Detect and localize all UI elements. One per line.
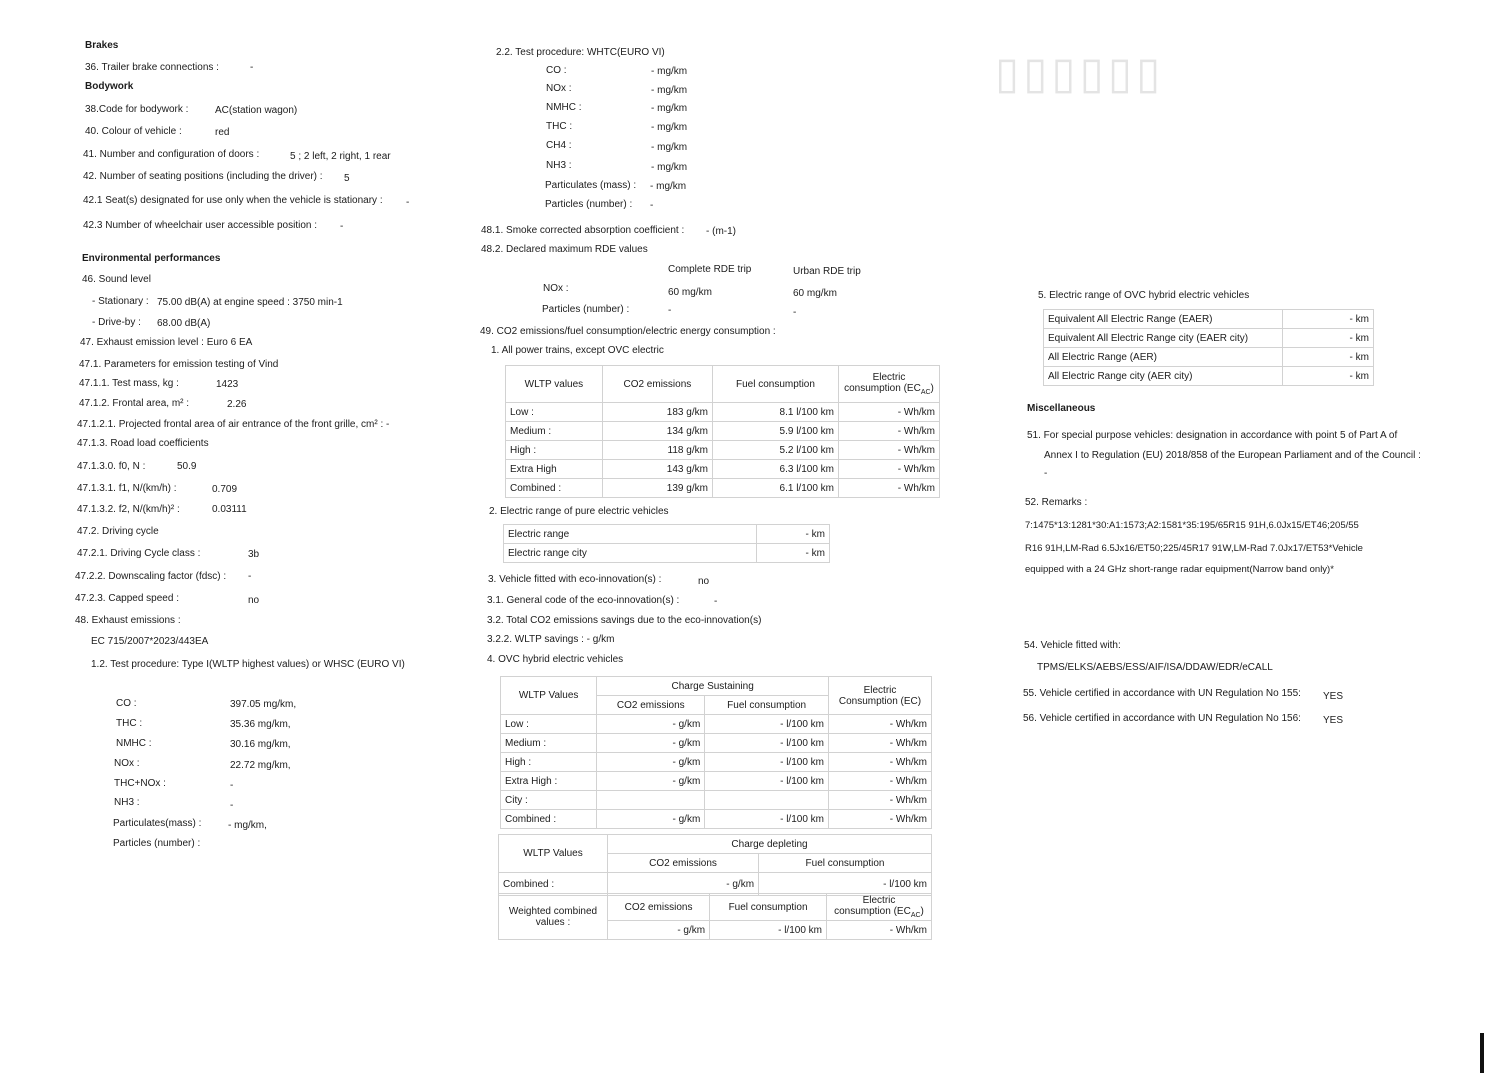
table-cell: - Wh/km — [839, 460, 940, 479]
wheelchair-value: - — [340, 221, 344, 232]
header-cell: WLTP Values — [499, 835, 608, 873]
wheelchair-label: 42.3 Number of wheelchair user accessible position : — [83, 220, 318, 231]
remarks-line1: 7:1475*13:1281*30:A1:1573;A2:1581*35:195/65R15 91H,6.0Jx15/ET46;205/55 — [1025, 520, 1359, 531]
doors-label: 41. Number and configuration of doors : — [83, 149, 260, 160]
f0-label: 47.1.3.0. f0, N : — [77, 461, 146, 472]
weighted-combined-table — [498, 893, 932, 940]
environmental-heading: Environmental performances — [82, 253, 221, 264]
all-powertrains-title: 1. All power trains, except OVC electric — [491, 345, 664, 356]
whtc-value: - — [650, 200, 654, 211]
bodywork-heading: Bodywork — [85, 81, 134, 92]
whtc-label: Particles (number) : — [545, 199, 633, 210]
table-cell: 118 g/km — [602, 441, 712, 460]
table-row — [506, 479, 940, 498]
table-cell: - Wh/km — [829, 753, 932, 772]
table-cell: 134 g/km — [602, 422, 712, 441]
whtc-label: CH4 : — [546, 140, 572, 151]
table-row — [506, 403, 940, 422]
smoke-value: - (m-1) — [706, 226, 736, 237]
exhaust-emissions-title: 48. Exhaust emissions : — [75, 615, 181, 626]
whtc-label: CO : — [546, 65, 567, 76]
remarks-line2: R16 91H,LM-Rad 6.5Jx16/ET50;225/45R17 91W,LM-Rad 7.0Jx17/ET53*Vehicle — [1025, 543, 1363, 554]
colour-label: 40. Colour of vehicle : — [85, 126, 182, 137]
driving-cycle-title: 47.2. Driving cycle — [77, 526, 159, 537]
emission-value: - — [230, 780, 234, 791]
emission-value: 397.05 mg/km, — [230, 699, 297, 710]
whtc-value: - mg/km — [650, 181, 687, 192]
exhaust-level: 47. Exhaust emission level : Euro 6 EA — [80, 337, 253, 348]
seats-stationary-value: - — [406, 197, 410, 208]
header-cell: CO2 emissions — [597, 696, 705, 715]
table-cell — [705, 791, 829, 810]
emission-label: NMHC : — [116, 738, 152, 749]
table-cell: 143 g/km — [602, 460, 712, 479]
rde-nox-complete: 60 mg/km — [668, 287, 712, 298]
brakes-heading: Brakes — [85, 40, 119, 51]
rde-urban-header: Urban RDE trip — [793, 266, 861, 277]
rde-nox-urban: 60 mg/km — [793, 288, 837, 299]
frontal-area-label: 47.1.2. Frontal area, m² : — [79, 398, 190, 409]
table-cell: 6.3 l/100 km — [712, 460, 838, 479]
table-cell: 183 g/km — [602, 403, 712, 422]
emission-value: 30.16 mg/km, — [230, 739, 291, 750]
table-cell: - l/100 km — [705, 772, 829, 791]
ec-number: EC 715/2007*2023/443EA — [91, 636, 209, 647]
whtc-value: - mg/km — [651, 85, 688, 96]
emission-label: NOx : — [114, 758, 140, 769]
table-cell: Low : — [506, 403, 603, 422]
table-cell: Combined : — [501, 810, 597, 829]
table-header-row — [501, 677, 932, 696]
table-cell: - Wh/km — [839, 479, 940, 498]
test-mass-label: 47.1.1. Test mass, kg : — [79, 378, 179, 389]
emission-value: 22.72 mg/km, — [230, 760, 291, 771]
road-load-title: 47.1.3. Road load coefficients — [77, 438, 209, 449]
eco-innovation-value: no — [698, 576, 710, 587]
whtc-label: Particulates (mass) : — [545, 180, 637, 191]
table-cell: - Wh/km — [829, 810, 932, 829]
whtc-value: - mg/km — [651, 162, 688, 173]
colour-value: red — [215, 127, 230, 138]
projected-area: 47.1.2.1. Projected frontal area of air entrance of the front grille, cm² : - — [77, 419, 390, 430]
table-row — [1044, 310, 1374, 329]
table-cell: - g/km — [597, 810, 705, 829]
header-cell: Charge Sustaining — [597, 677, 829, 696]
emission-label: THC+NOx : — [114, 778, 166, 789]
trailer-brake-value: - — [250, 62, 254, 73]
special-purpose-line2: Annex I to Regulation (EU) 2018/858 of the European Parliament and of the Council : — [1044, 450, 1421, 461]
header-cell: Fuel consumption — [705, 696, 829, 715]
downscaling-value: - — [248, 571, 252, 582]
table-cell: Extra High : — [501, 772, 597, 791]
table-cell: - km — [1283, 329, 1374, 348]
table-cell: - Wh/km — [839, 422, 940, 441]
remarks-line3: equipped with a 24 GHz short-range radar equipment(Narrow band only)* — [1025, 564, 1334, 575]
remarks-label: 52. Remarks : — [1025, 497, 1088, 508]
table-cell: - Wh/km — [829, 772, 932, 791]
table-cell: Electric range — [504, 525, 757, 544]
header-cell: Fuel consumption — [712, 366, 838, 403]
table-row — [1044, 329, 1374, 348]
rde-particles-complete: - — [668, 305, 672, 316]
table-row — [506, 460, 940, 479]
bodywork-code-label: 38.Code for bodywork : — [85, 104, 189, 115]
f1-label: 47.1.3.1. f1, N/(km/h) : — [77, 483, 177, 494]
eco-innovation-label: 3. Vehicle fitted with eco-innovation(s) : — [488, 574, 662, 585]
emission-params: 47.1. Parameters for emission testing of Vind — [79, 359, 279, 370]
doors-value: 5 ; 2 left, 2 right, 1 rear — [290, 151, 391, 162]
wltp-savings: 3.2.2. WLTP savings : - g/km — [487, 634, 615, 645]
table-row — [501, 753, 932, 772]
table-cell: 139 g/km — [602, 479, 712, 498]
table-row — [1044, 348, 1374, 367]
whtc-value: - mg/km — [651, 122, 688, 133]
downscaling-label: 47.2.2. Downscaling factor (fdsc) : — [75, 571, 227, 582]
fitted-with-value: TPMS/ELKS/AEBS/ESS/AIF/ISA/DDAW/EDR/eCALL — [1037, 662, 1273, 673]
table-header-row — [499, 894, 932, 921]
whtc-value: - mg/km — [651, 66, 688, 77]
header-cell: WLTP Values — [501, 677, 597, 715]
header-cell: CO2 emissions — [602, 366, 712, 403]
faded-header-smudge: ▯▯▯▯▯▯ — [995, 49, 1165, 98]
table-cell: - km — [1283, 310, 1374, 329]
charge-depleting-table — [498, 834, 932, 896]
emission-label: Particles (number) : — [113, 838, 201, 849]
bodywork-code-value: AC(station wagon) — [215, 105, 298, 116]
table-cell: - l/100 km — [710, 921, 827, 940]
table-cell: - l/100 km — [705, 753, 829, 772]
table-cell: - l/100 km — [759, 873, 932, 896]
charge-sustaining-table — [500, 676, 932, 829]
table-row — [504, 544, 830, 563]
table-row — [501, 772, 932, 791]
test-mass-value: 1423 — [216, 379, 239, 390]
eco-code-value: - — [714, 596, 718, 607]
table-cell: Medium : — [506, 422, 603, 441]
whtc-value: - mg/km — [651, 103, 688, 114]
ovc-range-title: 5. Electric range of OVC hybrid electric vehicles — [1038, 290, 1250, 301]
header-cell: CO2 emissions — [608, 854, 759, 873]
rde-title: 48.2. Declared maximum RDE values — [481, 244, 648, 255]
emission-label: Particulates(mass) : — [113, 818, 202, 829]
table-cell: Combined : — [506, 479, 603, 498]
table-cell: - g/km — [608, 873, 759, 896]
table-cell: - l/100 km — [705, 734, 829, 753]
table-cell: 5.9 l/100 km — [712, 422, 838, 441]
table-row — [504, 525, 830, 544]
table-cell: - g/km — [597, 772, 705, 791]
emission-value: 35.36 mg/km, — [230, 719, 291, 730]
emission-label: CO : — [116, 698, 137, 709]
table-cell: - Wh/km — [829, 791, 932, 810]
capped-speed-label: 47.2.3. Capped speed : — [75, 593, 179, 604]
eco-code-label: 3.1. General code of the eco-innovation(s) : — [487, 595, 680, 606]
seats-stationary-label: 42.1 Seat(s) designated for use only when the vehicle is stationary : — [83, 195, 383, 206]
f2-value: 0.03111 — [212, 504, 247, 515]
table-cell: 5.2 l/100 km — [712, 441, 838, 460]
header-cell: CO2 emissions — [608, 894, 710, 921]
un156-label: 56. Vehicle certified in accordance with UN Regulation No 156: — [1023, 713, 1301, 724]
whtc-value: - mg/km — [651, 142, 688, 153]
table-cell: Equivalent All Electric Range (EAER) — [1044, 310, 1283, 329]
header-cell: Electric Consumption (EC) — [829, 677, 932, 715]
miscellaneous-heading: Miscellaneous — [1027, 403, 1096, 414]
scan-edge-mark — [1480, 1033, 1484, 1073]
table-row — [501, 715, 932, 734]
table-cell: - km — [757, 544, 830, 563]
header-cell: WLTP values — [506, 366, 603, 403]
table-cell: - Wh/km — [829, 715, 932, 734]
emission-value: - mg/km, — [228, 820, 267, 831]
table-cell: Low : — [501, 715, 597, 734]
seating-value: 5 — [344, 173, 350, 184]
table-cell: High : — [501, 753, 597, 772]
sound-level-title: 46. Sound level — [82, 274, 151, 285]
table-cell: - l/100 km — [705, 715, 829, 734]
table-cell: - g/km — [597, 715, 705, 734]
f1-value: 0.709 — [212, 484, 238, 495]
table-cell: All Electric Range (AER) — [1044, 348, 1283, 367]
table-cell: - Wh/km — [839, 403, 940, 422]
frontal-area-value: 2.26 — [227, 399, 247, 410]
table-row — [506, 422, 940, 441]
header-cell: Fuel consumption — [710, 894, 827, 921]
header-cell: Charge depleting — [608, 835, 932, 854]
table-cell: 8.1 l/100 km — [712, 403, 838, 422]
emission-label: NH3 : — [114, 797, 140, 808]
table-cell: - km — [757, 525, 830, 544]
eco-savings: 3.2. Total CO2 emissions savings due to the eco-innovation(s) — [487, 615, 762, 626]
table-cell: - l/100 km — [705, 810, 829, 829]
co2-title: 49. CO2 emissions/fuel consumption/electric energy consumption : — [480, 326, 776, 337]
rde-particles-label: Particles (number) : — [542, 304, 630, 315]
table-cell: - g/km — [597, 734, 705, 753]
driveby-value: 68.00 dB(A) — [157, 318, 211, 329]
table-cell: Combined : — [499, 873, 608, 896]
table-cell: - Wh/km — [829, 734, 932, 753]
table-cell: - km — [1283, 367, 1374, 386]
table-cell: - Wh/km — [827, 921, 932, 940]
header-cell: Electric consumption $(EC_{AC})$ — [827, 894, 932, 921]
stationary-label: - Stationary : — [92, 296, 149, 307]
table-cell — [597, 791, 705, 810]
seating-label: 42. Number of seating positions (including the driver) : — [83, 171, 323, 182]
table-cell: Equivalent All Electric Range city (EAER city) — [1044, 329, 1283, 348]
emission-value: - — [230, 800, 234, 811]
table-row — [506, 441, 940, 460]
f2-label: 47.1.3.2. f2, N/(km/h)² : — [77, 504, 180, 515]
whtc-label: NOx : — [546, 83, 572, 94]
un155-value: YES — [1323, 691, 1344, 702]
table-cell: Extra High — [506, 460, 603, 479]
table-row — [501, 810, 932, 829]
table-cell: 6.1 l/100 km — [712, 479, 838, 498]
whtc-label: NMHC : — [546, 102, 582, 113]
pure-ev-table — [503, 524, 830, 563]
table-cell: Medium : — [501, 734, 597, 753]
pure-ev-title: 2. Electric range of pure electric vehicles — [489, 506, 669, 517]
whtc-label: THC : — [546, 121, 573, 132]
trailer-brake-label: 36. Trailer brake connections : — [85, 62, 219, 73]
header-cell: Electric consumption $(EC_{AC})$ — [839, 366, 940, 403]
table-cell: City : — [501, 791, 597, 810]
cycle-class-value: 3b — [248, 549, 260, 560]
rde-particles-urban: - — [793, 307, 797, 318]
un156-value: YES — [1323, 715, 1344, 726]
special-purpose-value: - — [1044, 468, 1048, 479]
test-procedure-whtc: 2.2. Test procedure: WHTC(EURO VI) — [496, 47, 665, 58]
un155-label: 55. Vehicle certified in accordance with UN Regulation No 155: — [1023, 688, 1301, 699]
special-purpose-line1: 51. For special purpose vehicles: designation in accordance with point 5 of Part A of — [1027, 430, 1398, 441]
rde-complete-header: Complete RDE trip — [668, 264, 752, 275]
table-cell: High : — [506, 441, 603, 460]
f0-value: 50.9 — [177, 461, 197, 472]
table-cell: Electric range city — [504, 544, 757, 563]
table-cell: - Wh/km — [839, 441, 940, 460]
capped-speed-value: no — [248, 595, 260, 606]
test-procedure-type1: 1.2. Test procedure: Type I(WLTP highest values) or WHSC (EURO VI) — [91, 659, 405, 670]
ovc-range-table — [1043, 309, 1374, 386]
stationary-value: 75.00 dB(A) at engine speed : 3750 min-1 — [157, 297, 343, 308]
whtc-label: NH3 : — [546, 160, 572, 171]
emission-label: THC : — [116, 718, 143, 729]
cycle-class-label: 47.2.1. Driving Cycle class : — [77, 548, 201, 559]
wltp-values-table — [505, 365, 940, 498]
table-cell: - km — [1283, 348, 1374, 367]
table-cell: - g/km — [597, 753, 705, 772]
rde-nox-label: NOx : — [543, 283, 569, 294]
smoke-label: 48.1. Smoke corrected absorption coefficient : — [481, 225, 685, 236]
table-header-row — [499, 835, 932, 854]
table-row — [501, 734, 932, 753]
table-cell: All Electric Range city (AER city) — [1044, 367, 1283, 386]
header-cell: Weighted combined values : — [499, 894, 608, 940]
driveby-label: - Drive-by : — [92, 317, 141, 328]
table-cell: - g/km — [608, 921, 710, 940]
table-row — [1044, 367, 1374, 386]
table-header-row — [506, 366, 940, 403]
ovc-hybrid-title: 4. OVC hybrid electric vehicles — [487, 654, 624, 665]
table-row — [501, 791, 932, 810]
header-cell: Fuel consumption — [759, 854, 932, 873]
fitted-with-label: 54. Vehicle fitted with: — [1024, 640, 1121, 651]
